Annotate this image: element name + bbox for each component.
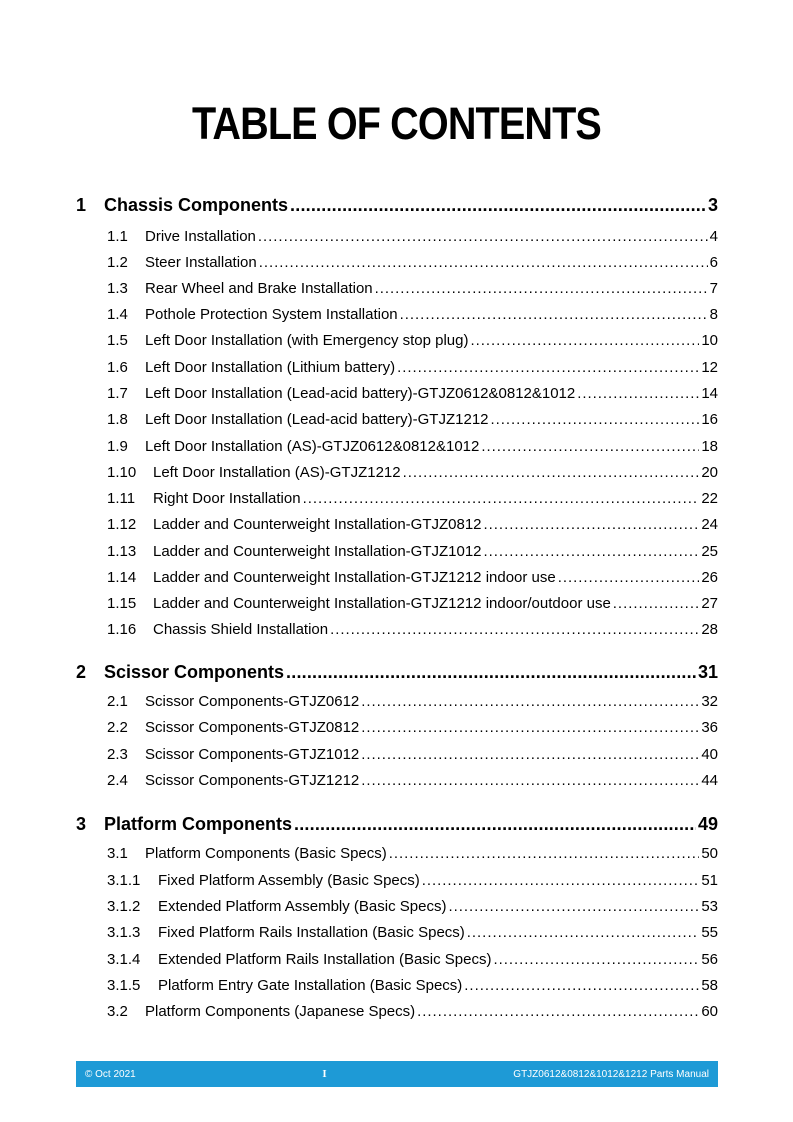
toc-entry-3-1-3[interactable] xyxy=(107,924,718,941)
toc-number: 3.1.2 xyxy=(107,898,141,915)
toc-label: Left Door Installation (AS)-GTJZ1212 xyxy=(153,464,401,481)
dot-leader xyxy=(417,1003,699,1020)
toc-page: 16 xyxy=(701,411,718,428)
toc-number: 2 xyxy=(76,662,87,682)
toc-number: 1.4 xyxy=(107,306,128,323)
toc-number: 1.14 xyxy=(107,569,137,586)
toc-label: Fixed Platform Assembly (Basic Specs) xyxy=(158,872,420,889)
toc-entry-1-8[interactable] xyxy=(107,411,718,428)
toc-number: 2.2 xyxy=(107,719,128,736)
toc-entry-1-13[interactable] xyxy=(107,543,718,560)
toc-label: Scissor Components xyxy=(104,662,285,682)
toc-entry-3-1-1[interactable] xyxy=(107,872,718,889)
toc-page: 50 xyxy=(701,845,718,862)
toc-number: 1.10 xyxy=(107,464,137,481)
toc-page: 36 xyxy=(701,719,718,736)
toc-page: 28 xyxy=(701,621,718,638)
toc-label: Rear Wheel and Brake Installation xyxy=(145,280,373,297)
toc-label: Ladder and Counterweight Installation-GTJZ1012 xyxy=(153,543,482,560)
toc-number: 3.1.3 xyxy=(107,924,141,941)
toc-entry-1-12[interactable] xyxy=(107,516,718,533)
toc-number: 2.3 xyxy=(107,746,128,763)
dot-leader xyxy=(290,195,706,216)
toc-entry-1-1[interactable] xyxy=(107,228,718,245)
toc-label: Platform Components (Japanese Specs) xyxy=(145,1003,416,1020)
dot-leader xyxy=(259,254,708,271)
dot-leader xyxy=(286,662,696,683)
toc-number: 1 xyxy=(76,195,87,215)
dot-leader xyxy=(422,872,700,889)
toc-entry-1-7[interactable] xyxy=(107,385,718,402)
dot-leader xyxy=(400,306,708,323)
toc-number: 3.1.1 xyxy=(107,872,141,889)
toc-number: 2.4 xyxy=(107,772,128,789)
dot-leader xyxy=(493,951,699,968)
toc-entry-1-5[interactable] xyxy=(107,332,718,349)
toc-page: 10 xyxy=(701,332,718,349)
toc-page: 22 xyxy=(701,490,718,507)
dot-leader xyxy=(464,977,699,994)
dot-leader xyxy=(403,464,700,481)
dot-leader xyxy=(481,438,699,455)
toc-entry-1-11[interactable] xyxy=(107,490,718,507)
toc-entry-1-16[interactable] xyxy=(107,621,718,638)
toc-entry-1-3[interactable] xyxy=(107,280,718,297)
toc-label: Left Door Installation (Lead-acid battery)-GTJZ0612&0812&1012 xyxy=(145,385,576,402)
toc-number: 1.1 xyxy=(107,228,128,245)
toc-entry-3-1[interactable] xyxy=(107,845,718,862)
toc-page: 31 xyxy=(697,662,718,682)
toc-number: 1.9 xyxy=(107,438,128,455)
toc-entry-1-15[interactable] xyxy=(107,595,718,612)
dot-leader xyxy=(484,543,700,560)
toc-page: 18 xyxy=(701,438,718,455)
toc-label: Extended Platform Rails Installation (Basic Specs) xyxy=(158,951,492,968)
toc-label: Scissor Components-GTJZ0612 xyxy=(145,693,360,710)
toc-page: 27 xyxy=(701,595,718,612)
toc-page: 60 xyxy=(701,1003,718,1020)
toc-page: 3 xyxy=(707,195,718,215)
dot-leader xyxy=(577,385,699,402)
dot-leader xyxy=(361,719,699,736)
toc-page: 44 xyxy=(701,772,718,789)
toc-number: 3.2 xyxy=(107,1003,128,1020)
toc-number: 1.16 xyxy=(107,621,137,638)
toc-number: 1.6 xyxy=(107,359,128,376)
toc-page: 14 xyxy=(701,385,718,402)
toc-number: 1.8 xyxy=(107,411,128,428)
toc-page: 40 xyxy=(701,746,718,763)
toc-label: Left Door Installation (Lead-acid battery)-GTJZ1212 xyxy=(145,411,489,428)
toc-entry-1-4[interactable] xyxy=(107,306,718,323)
toc-label: Left Door Installation (AS)-GTJZ0612&0812&1012 xyxy=(145,438,480,455)
toc-label: Left Door Installation (Lithium battery) xyxy=(145,359,396,376)
toc-label: Ladder and Counterweight Installation-GTJZ1212 indoor use xyxy=(153,569,556,586)
page-footer xyxy=(76,1061,718,1087)
dot-leader xyxy=(258,228,708,245)
dot-leader xyxy=(491,411,700,428)
toc-page: 58 xyxy=(701,977,718,994)
toc-label: Scissor Components-GTJZ0812 xyxy=(145,719,360,736)
dot-leader xyxy=(375,280,708,297)
toc-label: Platform Components (Basic Specs) xyxy=(145,845,387,862)
toc-number: 3 xyxy=(76,814,87,834)
toc-page: 25 xyxy=(701,543,718,560)
dot-leader xyxy=(448,898,699,915)
toc-number: 1.5 xyxy=(107,332,128,349)
toc-number: 3.1.5 xyxy=(107,977,141,994)
toc-page: 32 xyxy=(701,693,718,710)
toc-label: Chassis Components xyxy=(104,195,289,215)
toc-page: 49 xyxy=(697,814,718,834)
dot-leader xyxy=(389,845,700,862)
toc-section-2[interactable] xyxy=(76,662,718,683)
toc-number: 1.3 xyxy=(107,280,128,297)
toc-entry-3-1-2[interactable] xyxy=(107,898,718,915)
dot-leader xyxy=(303,490,700,507)
toc-label: Right Door Installation xyxy=(153,490,301,507)
dot-leader xyxy=(613,595,700,612)
toc-label: Fixed Platform Rails Installation (Basic Specs) xyxy=(158,924,465,941)
toc-entry-1-2[interactable] xyxy=(107,254,718,271)
toc-label: Pothole Protection System Installation xyxy=(145,306,398,323)
toc-page: 4 xyxy=(709,228,718,245)
toc-entry-1-9[interactable] xyxy=(107,438,718,455)
toc-label: Ladder and Counterweight Installation-GTJZ0812 xyxy=(153,516,482,533)
toc-page: 24 xyxy=(701,516,718,533)
toc-label: Platform Entry Gate Installation (Basic Specs) xyxy=(158,977,463,994)
toc-page: 6 xyxy=(709,254,718,271)
toc-page: 26 xyxy=(701,569,718,586)
toc-entry-2-3[interactable] xyxy=(107,746,718,763)
toc-page: 53 xyxy=(701,898,718,915)
toc-label: Scissor Components-GTJZ1212 xyxy=(145,772,360,789)
dot-leader xyxy=(294,814,696,835)
toc-page: 12 xyxy=(701,359,718,376)
toc-label: Steer Installation xyxy=(145,254,257,271)
toc-entry-3-1-4[interactable] xyxy=(107,951,718,968)
toc-label: Platform Components xyxy=(104,814,293,834)
toc-number: 1.13 xyxy=(107,543,137,560)
toc-entry-3-1-5[interactable] xyxy=(107,977,718,994)
toc-number: 2.1 xyxy=(107,693,128,710)
toc-entry-1-14[interactable] xyxy=(107,569,718,586)
dot-leader xyxy=(361,693,699,710)
toc-entry-1-10[interactable] xyxy=(107,464,718,481)
toc-number: 3.1.4 xyxy=(107,951,141,968)
page-title: TABLE OF CONTENTS xyxy=(192,98,601,149)
toc-page: 8 xyxy=(709,306,718,323)
toc-page: 7 xyxy=(709,280,718,297)
dot-leader xyxy=(361,746,699,763)
toc-page: 51 xyxy=(701,872,718,889)
toc-number: 1.2 xyxy=(107,254,128,271)
dot-leader xyxy=(558,569,700,586)
dot-leader xyxy=(361,772,699,789)
toc-label: Drive Installation xyxy=(145,228,256,245)
toc-entry-2-1[interactable] xyxy=(107,693,718,710)
footer-copyright: © Oct 2021 xyxy=(85,1068,136,1080)
toc-number: 1.7 xyxy=(107,385,128,402)
dot-leader xyxy=(467,924,700,941)
toc-number: 1.15 xyxy=(107,595,137,612)
toc-entry-1-6[interactable] xyxy=(107,359,718,376)
toc-entry-2-2[interactable] xyxy=(107,719,718,736)
dot-leader xyxy=(471,332,700,349)
toc-page: 20 xyxy=(701,464,718,481)
toc-number: 1.11 xyxy=(107,490,136,507)
toc-page: 56 xyxy=(701,951,718,968)
footer-page-number: I xyxy=(322,1068,327,1080)
dot-leader xyxy=(397,359,699,376)
toc-section-3[interactable] xyxy=(76,814,718,835)
toc-label: Extended Platform Assembly (Basic Specs) xyxy=(158,898,447,915)
toc-entry-2-4[interactable] xyxy=(107,772,718,789)
dot-leader xyxy=(484,516,700,533)
toc-number: 1.12 xyxy=(107,516,137,533)
dot-leader xyxy=(330,621,699,638)
toc-label: Scissor Components-GTJZ1012 xyxy=(145,746,360,763)
footer-manual-title: GTJZ0612&0812&1012&1212 Parts Manual xyxy=(513,1068,709,1080)
toc-entry-3-2[interactable] xyxy=(107,1003,718,1020)
toc-number: 3.1 xyxy=(107,845,128,862)
toc-page: 55 xyxy=(701,924,718,941)
toc-section-1[interactable] xyxy=(76,195,718,216)
toc-label: Ladder and Counterweight Installation-GTJZ1212 indoor/outdoor use xyxy=(153,595,611,612)
toc-label: Chassis Shield Installation xyxy=(153,621,329,638)
toc-label: Left Door Installation (with Emergency stop plug) xyxy=(145,332,469,349)
